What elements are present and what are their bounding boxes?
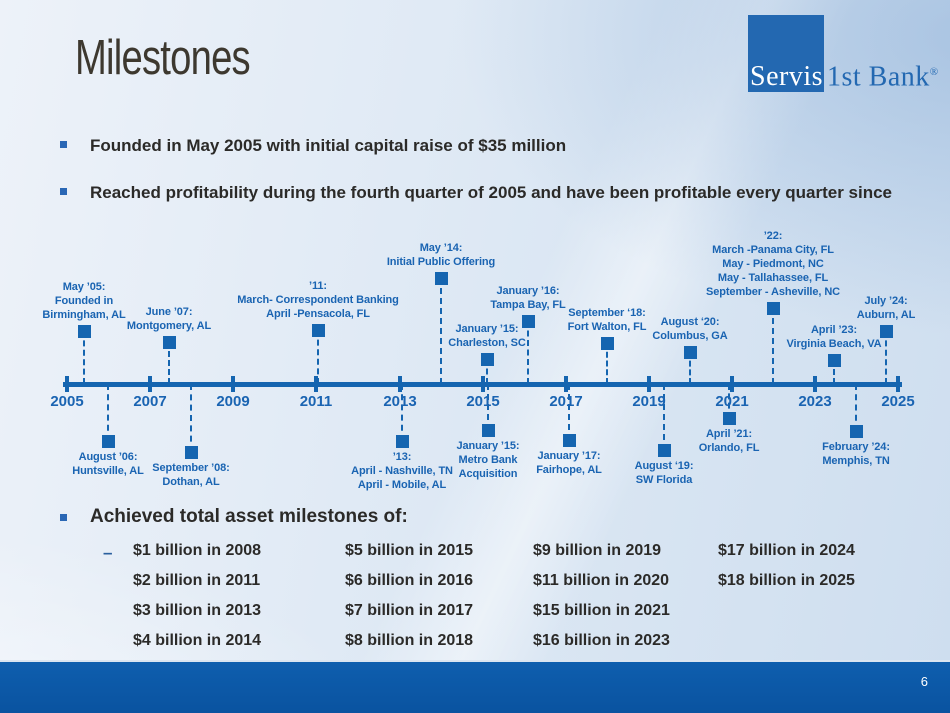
asset-milestone-item: $6 billion in 2016 xyxy=(345,572,474,589)
milestone-label-line: May ’05: xyxy=(62,281,106,293)
milestone-marker xyxy=(396,435,409,448)
milestone-label-line: Orlando, FL xyxy=(698,442,760,454)
page-title: Milestones xyxy=(75,31,250,85)
milestone-label-line: August ‘20: xyxy=(660,316,720,328)
timeline-tick xyxy=(813,376,817,392)
milestone-label-line: January ’17: xyxy=(537,450,601,462)
milestone-marker xyxy=(563,434,576,447)
milestone-label-line: April - Mobile, AL xyxy=(357,479,447,491)
timeline-year-label: 2017 xyxy=(549,393,583,410)
milestone-label-line: August ‘19: xyxy=(634,460,694,472)
milestone-label-line: May ’14: xyxy=(419,242,463,254)
milestone-label-line: September ‘18: xyxy=(568,307,646,319)
milestone-marker xyxy=(482,424,495,437)
milestone-marker xyxy=(658,444,671,457)
asset-milestones-column xyxy=(718,536,855,596)
milestone-label xyxy=(729,323,939,351)
asset-milestone-item: $7 billion in 2017 xyxy=(345,602,474,619)
timeline-year-label: 2005 xyxy=(50,393,84,410)
milestone-label-line: ’11: xyxy=(309,280,327,292)
timeline-tick xyxy=(481,376,485,392)
milestone-marker xyxy=(723,412,736,425)
milestone-label-line: Auburn, AL xyxy=(856,309,916,321)
milestone-label-line: Charleston, SC xyxy=(448,337,526,349)
milestone-label-line: Fairhope, AL xyxy=(536,464,602,476)
milestone-connector xyxy=(83,331,85,384)
milestone-label-line: Columbus, GA xyxy=(652,330,728,342)
asset-milestone-item: $18 billion in 2025 xyxy=(718,572,855,589)
asset-milestones-heading-row xyxy=(60,506,408,528)
asset-milestone-item: $4 billion in 2014 xyxy=(133,632,262,649)
milestone-label-line: Metro Bank xyxy=(458,454,518,466)
footer-bar xyxy=(0,660,950,713)
timeline-tick xyxy=(647,376,651,392)
milestone-label-line: Dothan, AL xyxy=(162,476,220,488)
milestone-label-line: Fort Walton, FL xyxy=(567,321,647,333)
timeline-year-label: 2013 xyxy=(383,393,417,410)
logo-text-1st-bank-label: 1st Bank xyxy=(827,61,930,92)
milestone-label-line: Tampa Bay, FL xyxy=(490,299,566,311)
milestone-label-line: Birmingham, AL xyxy=(42,309,126,321)
milestone-label-line: March- Correspondent Banking xyxy=(237,294,399,306)
milestone-connector xyxy=(885,331,887,384)
milestone-label-line: April - Nashville, TN xyxy=(351,465,453,477)
timeline-tick xyxy=(730,376,734,392)
milestone-label-line: March -Panama City, FL xyxy=(712,244,834,256)
milestone-label-line: SW Florida xyxy=(635,474,693,486)
timeline-year-label: 2025 xyxy=(881,393,915,410)
timeline-year-label: 2011 xyxy=(299,393,333,410)
milestone-label-line: May - Piedmont, NC xyxy=(722,258,824,270)
timeline-tick xyxy=(398,376,402,392)
milestone-label-line: April ’23: xyxy=(810,324,858,336)
timeline-year-label: 2021 xyxy=(715,393,749,410)
milestone-marker xyxy=(828,354,841,367)
milestone-marker xyxy=(684,346,697,359)
milestone-label-line: January ’16: xyxy=(496,285,560,297)
milestone-label-line: Huntsville, AL xyxy=(72,465,144,477)
registered-trademark-symbol: ® xyxy=(929,65,939,78)
page-number: 6 xyxy=(920,674,928,689)
milestone-label-line: ’13: xyxy=(392,451,412,463)
milestone-connector xyxy=(107,384,109,441)
milestone-connector xyxy=(190,384,192,452)
milestone-label-line: Initial Public Offering xyxy=(386,256,496,268)
asset-milestones-column xyxy=(133,536,261,656)
timeline-tick xyxy=(231,376,235,392)
asset-milestone-item: $16 billion in 2023 xyxy=(533,632,670,649)
milestone-marker xyxy=(601,337,614,350)
milestone-marker xyxy=(78,325,91,338)
milestone-label xyxy=(213,279,423,321)
milestone-label xyxy=(86,461,296,489)
timeline-year-label: 2015 xyxy=(466,393,500,410)
milestone-label xyxy=(559,459,769,487)
milestone-label-line: Founded in xyxy=(54,295,114,307)
milestone-label-line: September ’08: xyxy=(152,462,230,474)
milestone-marker xyxy=(880,325,893,338)
asset-milestone-item: $9 billion in 2019 xyxy=(533,542,662,559)
milestone-label-line: Virginia Beach, VA xyxy=(786,338,882,350)
milestone-label-line: April -Pensacola, FL xyxy=(266,308,370,320)
bullet-square-icon xyxy=(60,514,67,521)
timeline-year-label: 2023 xyxy=(798,393,832,410)
asset-milestones-heading: Achieved total asset milestones of: xyxy=(90,506,408,527)
timeline-tick xyxy=(65,376,69,392)
timeline-tick xyxy=(564,376,568,392)
milestone-marker xyxy=(850,425,863,438)
milestone-label-line: August ’06: xyxy=(78,451,138,463)
sub-bullet-dash: – xyxy=(103,543,113,562)
asset-milestones-column xyxy=(345,536,473,656)
timeline-tick xyxy=(148,376,152,392)
milestone-marker xyxy=(163,336,176,349)
asset-milestones-column xyxy=(533,536,670,656)
bullet-founded-text: Founded in May 2005 with initial capital raise of $35 million xyxy=(90,136,567,155)
milestone-label xyxy=(751,440,950,468)
asset-milestone-item: $2 billion in 2011 xyxy=(133,572,261,589)
timeline-year-label: 2019 xyxy=(632,393,666,410)
asset-milestone-item: $3 billion in 2013 xyxy=(133,602,262,619)
milestone-marker xyxy=(185,446,198,459)
milestone-label-line: ’22: xyxy=(763,230,783,242)
asset-milestone-item: $5 billion in 2015 xyxy=(345,542,474,559)
milestone-label-line: April ’21: xyxy=(705,428,753,440)
asset-milestone-item: $1 billion in 2008 xyxy=(133,542,262,559)
timeline-year-label: 2009 xyxy=(216,393,250,410)
milestone-marker xyxy=(312,324,325,337)
milestone-label-line: June ’07: xyxy=(145,306,193,318)
logo-text-servis: Servis xyxy=(750,61,823,92)
timeline-tick xyxy=(314,376,318,392)
milestone-label xyxy=(668,229,878,299)
milestone-marker xyxy=(767,302,780,315)
milestone-label-line: July ’24: xyxy=(864,295,908,307)
milestone-label-line: Acquisition xyxy=(458,468,518,480)
asset-milestone-item: $11 billion in 2020 xyxy=(533,572,670,589)
timeline-tick xyxy=(896,376,900,392)
milestone-label-line: February ’24: xyxy=(822,441,890,453)
timeline-year-label: 2007 xyxy=(133,393,167,410)
milestone-label-line: January ’15: xyxy=(455,323,519,335)
milestone-marker xyxy=(522,315,535,328)
milestone-marker xyxy=(481,353,494,366)
asset-milestone-item: $17 billion in 2024 xyxy=(718,542,855,559)
milestone-label-line: Montgomery, AL xyxy=(126,320,212,332)
milestone-label-line: September - Asheville, NC xyxy=(705,286,841,298)
milestone-marker xyxy=(435,272,448,285)
milestone-label xyxy=(781,294,950,322)
milestone-marker xyxy=(102,435,115,448)
asset-milestone-item: $8 billion in 2018 xyxy=(345,632,474,649)
bullet-profitability-text: Reached profitability during the fourth quarter of 2005 and have been profitable every quarter since xyxy=(90,183,893,202)
milestone-label xyxy=(336,241,546,269)
asset-milestone-item: $15 billion in 2021 xyxy=(533,602,670,619)
milestone-label-line: May - Tallahassee, FL xyxy=(717,272,829,284)
milestone-label-line: Memphis, TN xyxy=(822,455,890,467)
milestone-label-line: January ’15: xyxy=(456,440,520,452)
